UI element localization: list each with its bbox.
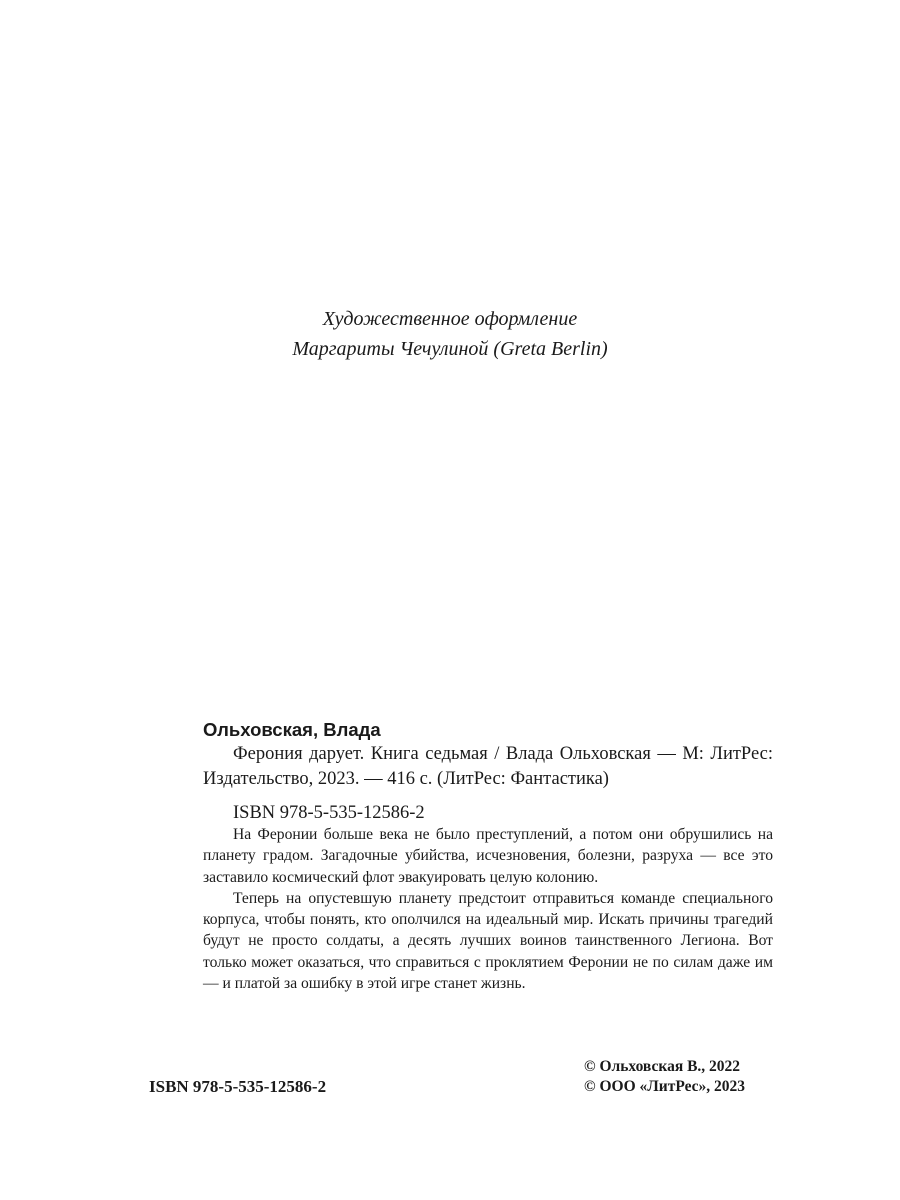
copyright-publisher: © ООО «ЛитРес», 2023 bbox=[584, 1078, 746, 1095]
citation-text: Ферония дарует. Книга седьмая / Влада Ольховская — М: ЛитРес: Издательство, 2023. — 416 с. (ЛитРес: Фантастика) bbox=[203, 744, 773, 789]
credits-line-2: Маргариты Чечулиной (Greta Berlin) bbox=[292, 338, 608, 360]
footer-isbn: ISBN 978-5-535-12586-2 bbox=[149, 1077, 327, 1096]
bibliographic-record bbox=[203, 717, 773, 826]
credits-line-1: Художественное оформление bbox=[322, 308, 578, 330]
annotation bbox=[203, 824, 773, 994]
author-name: Ольховская, Влада bbox=[203, 719, 381, 740]
annotation-paragraph: На Феронии больше века не было преступлений, а потом они обрушились на планету градом. Загадочные убийства, исчезновения, болезни, разруха — все это заставило космический флот эвакуировать целую колонию. bbox=[203, 826, 773, 886]
design-credits bbox=[0, 304, 900, 364]
record-isbn: ISBN 978-5-535-12586-2 bbox=[233, 803, 425, 823]
copyright-author: © Ольховская В., 2022 bbox=[584, 1058, 741, 1075]
copyright-block bbox=[584, 1057, 745, 1097]
annotation-paragraph: Теперь на опустевшую планету предстоит отправиться команде специального корпуса, чтобы понять, кто ополчился на идеальный мир. Искать причины трагедий будут не просто солдаты, а десять лучших воинов таинственного Легиона. Вот только может оказаться, что справиться с проклятием Феронии не по силам даже им — и платой за ошибку в этой игре станет жизнь. bbox=[203, 889, 773, 993]
